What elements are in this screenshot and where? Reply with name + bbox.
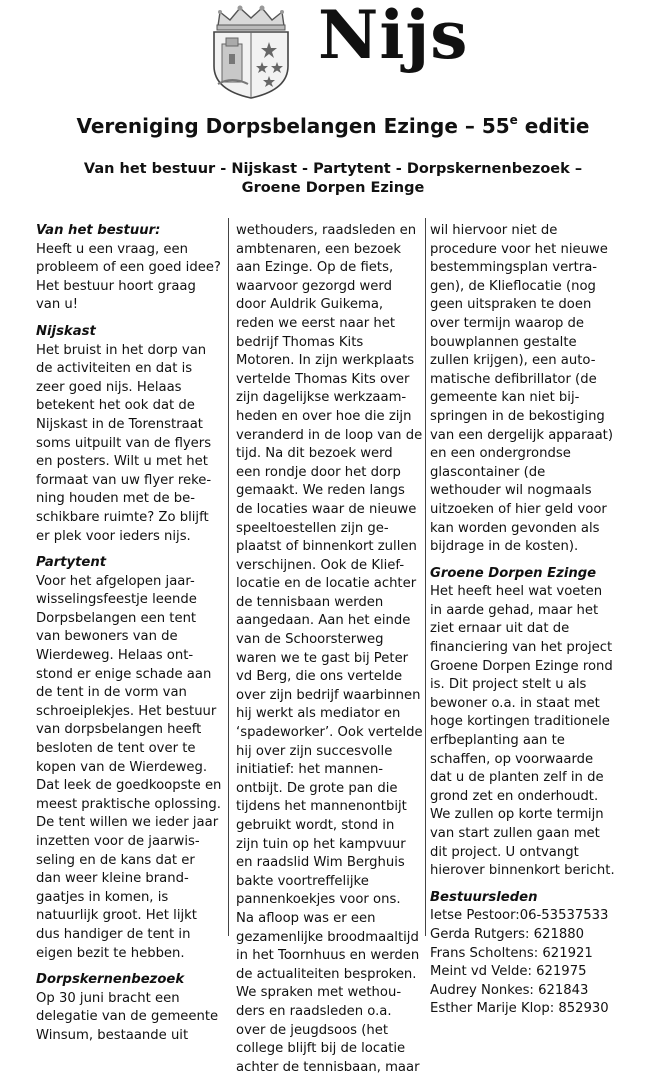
section-heading: Partytent — [36, 555, 107, 571]
text-line: reden we eerst naar het — [236, 315, 396, 331]
section-heading: Nijskast — [36, 323, 96, 339]
text-line: Motoren. In zijn werkplaats — [236, 353, 415, 369]
text-line: geen uitspraken te doen — [430, 297, 592, 313]
text-line: wil hiervoor niet de — [430, 223, 558, 238]
text-line: er plek voor ieders nijs. — [36, 528, 191, 544]
text-line: ‘spadeworker’. Ook vertelde — [236, 725, 423, 741]
text-line: inzetten voor de jaarwis- — [36, 834, 200, 849]
text-line: bedrijf Thomas Kits — [236, 334, 364, 350]
text-line: ning houden met de be- — [36, 491, 196, 507]
text-line: Het bruist in het dorp van — [36, 342, 207, 358]
text-line: en een ondergrondse — [430, 446, 571, 462]
text-line: Dorpsbelangen een tent — [36, 610, 197, 626]
text-line: plaatst of binnenkort zullen — [236, 539, 417, 555]
text-line: zijn tuin op het kampvuur — [236, 836, 406, 852]
text-line: dus handiger de tent in — [36, 926, 191, 942]
text-line: Meint vd Velde: 621975 — [430, 964, 587, 980]
text-line: We zullen op korte termijn — [430, 807, 604, 823]
text-line: dan weer kleine brand- — [36, 871, 189, 887]
text-line: over de jeugdsoos (het — [236, 1022, 389, 1038]
text-line: Dat leek de goedkoopste en — [36, 778, 222, 794]
paragraph-gap — [36, 315, 220, 323]
page-title — [0, 113, 666, 138]
text-line: Nijskast in de Torenstraat — [36, 416, 203, 432]
text-line: ambtenaren, een bezoek — [236, 241, 402, 257]
text-line: tijdens het mannenontbijt — [236, 799, 407, 815]
text-line: locatie en de locatie achter — [236, 576, 417, 592]
text-line: gebruikt wordt, stond in — [236, 818, 395, 833]
section-heading: Groene Dorpen Ezinge — [430, 565, 597, 581]
text-line: soms uitpuilt van de flyers — [36, 435, 212, 451]
text-line: Winsum, bestaande uit — [36, 1027, 189, 1043]
text-line: Na afloop was er een — [236, 910, 376, 926]
text-line: van dorpsbelangen heeft — [36, 722, 202, 738]
text-line: heden en over hoe die zijn — [236, 408, 412, 424]
text-line: waarvoor gezorgd werd — [236, 278, 392, 294]
text-line: vertelde Thomas Kits over — [236, 371, 410, 387]
text-line: gen), de Klieflocatie (nog — [430, 278, 596, 294]
text-line: college blijft bij de locatie — [236, 1041, 406, 1057]
text-line: Ietse Pestoor:06-53537533 — [430, 908, 609, 924]
text-line: seling en de kans dat er — [36, 852, 195, 868]
text-line: in het Toornhuus en werden — [236, 948, 420, 964]
text-line: bouwplannen gestalte — [430, 334, 577, 350]
text-line: pannenkoekjes voor ons. — [236, 892, 401, 908]
text-line: Voor het afgelopen jaar- — [36, 573, 195, 589]
text-line: Op 30 juni bracht een — [36, 990, 180, 1006]
text-line: wethouders, raadsleden en — [236, 223, 417, 238]
text-line: schaffen, op voorwaarde — [430, 751, 594, 767]
text-line: dit project. U ontvangt — [430, 844, 579, 860]
text-line: gaatjes in komen, is — [36, 889, 169, 905]
text-line: van u! — [36, 297, 79, 313]
text-line: van start zullen gaan met — [430, 826, 600, 841]
text-line: een rondje door het dorp — [236, 464, 401, 480]
text-line: wisselingsfeestje leende — [36, 592, 197, 608]
text-line: hij werkt als mediator en — [236, 706, 401, 722]
text-line: verschijnen. Ook de Klief- — [236, 557, 405, 573]
text-line: en raadslid Wim Berghuis — [236, 855, 405, 871]
text-line: de tennisbaan werden — [236, 594, 384, 610]
text-line: delegatie van de gemeente — [36, 1009, 219, 1025]
text-line: bestemmingsplan vertra- — [430, 260, 598, 276]
text-line: zijn dagelijkse werkzaam- — [236, 390, 407, 406]
text-line: Het heeft heel wat voeten — [430, 584, 603, 600]
text-line: over zijn bedrijf waarbinnen — [236, 687, 421, 703]
section-heading: Van het bestuur: — [36, 223, 161, 238]
text-line: besloten de tent over te — [36, 741, 196, 757]
text-line: van de Schoorsterweg — [236, 632, 384, 648]
text-line: de actualiteiten besproken. — [236, 966, 417, 982]
text-line: waren we te gast bij Peter — [236, 650, 409, 666]
text-line: matische defibrillator (de — [430, 371, 597, 387]
text-line: stond er enige schade aan — [36, 666, 212, 682]
text-line: speeltoestellen zijn ge- — [236, 520, 389, 536]
text-line: gemaakt. We reden langs — [236, 483, 405, 499]
text-line: natuurlijk groot. Het lijkt — [36, 908, 197, 924]
paragraph-gap — [430, 557, 630, 565]
text-line: en posters. Wilt u met het — [36, 454, 208, 470]
text-line: ders en raadsleden o.a. — [236, 1003, 392, 1019]
text-line: kan worden gevonden als — [430, 520, 600, 536]
text-line: eigen bezit te hebben. — [36, 945, 185, 961]
section-heading: Dorpskernenbezoek — [36, 972, 185, 988]
text-line: glascontainer (de — [430, 464, 546, 480]
text-line: door Auldrik Guikema, — [236, 297, 384, 313]
text-line: schikbare ruimte? Zo blijft — [36, 509, 209, 525]
text-line: Heeft u een vraag, een — [36, 241, 188, 257]
text-line: probleem of een goed idee? — [36, 260, 221, 276]
text-line: gezamenlijke broodmaaltijd — [236, 929, 419, 945]
text-line: vd Berg, die ons vertelde — [236, 669, 403, 685]
text-line: Esther Marije Klop: 852930 — [430, 1001, 609, 1017]
text-line: achter de tennisbaan, maar — [236, 1059, 420, 1075]
newsletter-logo: Nijs — [318, 0, 469, 74]
text-line: zeer goed nijs. Helaas — [36, 379, 182, 395]
text-column-2 — [236, 222, 423, 1075]
text-line: aan Ezinge. Op de fiets, — [236, 260, 394, 276]
paragraph-gap — [36, 963, 220, 971]
subtitle-line-2: Groene Dorpen Ezinge — [241, 180, 425, 196]
text-line: bakte voortreffelijke — [236, 873, 369, 889]
subtitle-line-1: Van het bestuur - Nijskast - Partytent - Dorpskernenbezoek – — [83, 161, 583, 177]
text-line: Groene Dorpen Ezinge rond — [430, 658, 613, 674]
text-line: Frans Scholtens: 621921 — [430, 945, 593, 961]
text-line: wethouder wil nogmaals — [430, 483, 592, 499]
text-line: de activiteiten en dat is — [36, 361, 193, 377]
text-line: Het bestuur hoort graag — [36, 278, 196, 294]
column-divider-2 — [425, 218, 426, 936]
text-line: van een dergelijk apparaat) — [430, 427, 613, 443]
text-line: De tent willen we ieder jaar — [36, 815, 219, 831]
column-divider-1 — [228, 218, 229, 936]
text-column-3 — [430, 222, 630, 1017]
text-line: hoge kortingen traditionele — [430, 714, 610, 730]
text-line: Wierdeweg. Helaas ont- — [36, 648, 194, 664]
text-line: uitzoeken of hier geld voor — [430, 501, 607, 517]
paragraph-gap — [430, 881, 630, 889]
text-line: aangedaan. Aan het einde — [236, 613, 411, 629]
text-line: betekent het ook dat de — [36, 398, 195, 414]
text-line: grond zet en onderhoudt. — [430, 788, 599, 804]
text-line: Audrey Nonkes: 621843 — [430, 982, 589, 998]
text-line: veranderd in de loop van de — [236, 427, 423, 443]
text-line: bewoner o.a. in staat met — [430, 695, 600, 711]
text-line: over termijn waarop de — [430, 315, 584, 331]
paragraph-gap — [36, 546, 220, 554]
text-line: meest praktische oplossing. — [36, 796, 221, 812]
text-line: ziet ernaar uit dat de — [430, 621, 570, 637]
title-edition-word: editie — [517, 114, 590, 138]
text-line: bijdrage in de kosten). — [430, 539, 579, 555]
village-coat-of-arms-icon — [204, 4, 298, 100]
text-line: financiering van het project — [430, 640, 613, 656]
text-line: procedure voor het nieuwe — [430, 241, 608, 257]
text-line: ontbijt. De grote pan die — [236, 780, 398, 796]
text-line: de tent in de vorm van — [36, 685, 187, 701]
text-line: springen in de bekostiging — [430, 408, 605, 424]
text-column-1 — [36, 222, 222, 1043]
text-line: dat u de planten zelf in de — [430, 770, 604, 786]
title-superscript: e — [509, 113, 518, 127]
text-line: gemeente kan niet bij- — [430, 390, 580, 406]
text-line: schroeiplekjes. Het bestuur — [36, 703, 217, 719]
text-line: is. Dit project stelt u als — [430, 677, 587, 693]
text-line: tijd. Na dit bezoek werd — [236, 446, 393, 462]
masthead — [0, 0, 666, 105]
text-line: in aarde gehad, maar het — [430, 602, 599, 618]
text-line: kopen van de Wierdeweg. — [36, 759, 208, 775]
text-line: van bewoners van de — [36, 629, 178, 645]
text-line: initiatief: het mannen- — [236, 762, 384, 778]
section-heading: Bestuursleden — [430, 889, 538, 905]
text-line: Gerda Rutgers: 621880 — [430, 926, 585, 942]
text-line: zullen krijgen), een auto- — [430, 353, 596, 369]
text-line: de locaties waar de nieuwe — [236, 501, 417, 517]
text-line: formaat van uw flyer reke- — [36, 472, 212, 488]
title-main: Vereniging Dorpsbelangen Ezinge – 55 — [76, 114, 510, 138]
text-line: erfbeplanting aan te — [430, 733, 565, 749]
text-line: hierover binnenkort bericht. — [430, 863, 615, 879]
subtitle — [0, 160, 666, 198]
text-line: hij over zijn succesvolle — [236, 743, 393, 759]
text-line: We spraken met wethou- — [236, 985, 402, 1001]
